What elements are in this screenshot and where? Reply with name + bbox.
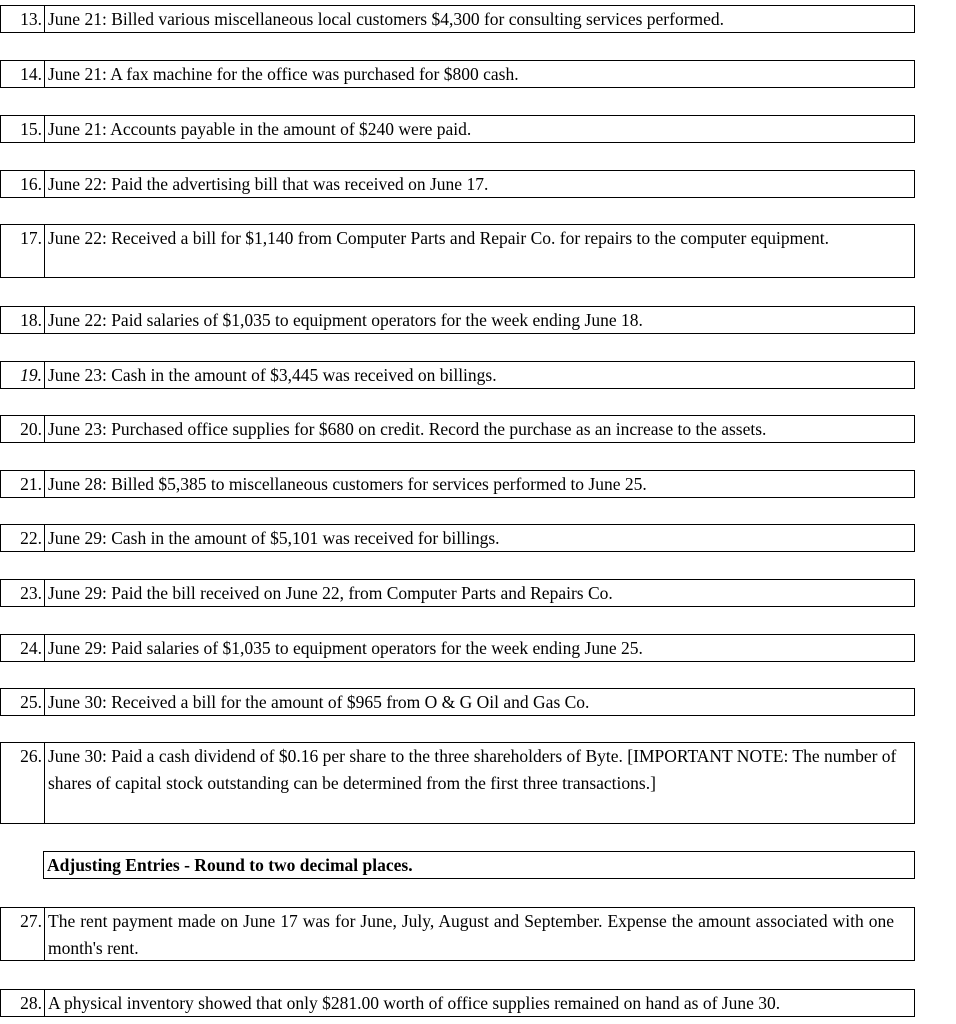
row-number: 24. — [20, 638, 42, 658]
adjusting-row-28 — [0, 989, 915, 1017]
row-number: 13. — [20, 9, 42, 29]
adjusting-row-27 — [0, 907, 915, 961]
transaction-row-25 — [0, 688, 915, 716]
transaction-row-13 — [0, 5, 915, 33]
row-text: June 28: Billed $5,385 to miscellaneous customers for services performed to June 25. — [44, 471, 914, 497]
transaction-row-14 — [0, 60, 915, 88]
row-number: 17. — [20, 228, 42, 248]
transaction-row-17 — [0, 224, 915, 278]
transaction-row-16 — [0, 170, 915, 198]
row-text: June 22: Received a bill for $1,140 from Computer Parts and Repair Co. for repairs to the computer equipment. — [44, 225, 914, 277]
row-number: 16. — [20, 174, 42, 194]
transaction-row-19 — [0, 361, 915, 389]
transaction-row-24 — [0, 634, 915, 662]
row-number: 27. — [20, 911, 42, 931]
row-number: 15. — [20, 119, 42, 139]
row-text: June 23: Cash in the amount of $3,445 was received on billings. — [44, 362, 914, 388]
row-text: June 22: Paid salaries of $1,035 to equipment operators for the week ending June 18. — [44, 307, 914, 333]
row-text: June 21: Accounts payable in the amount of $240 were paid. — [44, 116, 914, 142]
transaction-row-26 — [0, 742, 915, 824]
adjusting-entries-heading: Adjusting Entries - Round to two decimal places. — [43, 851, 915, 879]
row-text: June 23: Purchased office supplies for $680 on credit. Record the purchase as an increase to the assets. — [44, 416, 914, 442]
row-number: 20. — [20, 419, 42, 439]
row-number: 22. — [20, 528, 42, 548]
row-text: June 29: Cash in the amount of $5,101 was received for billings. — [44, 525, 914, 551]
transaction-row-15 — [0, 115, 915, 143]
transaction-row-22 — [0, 524, 915, 552]
row-number: 23. — [20, 583, 42, 603]
row-text: June 30: Paid a cash dividend of $0.16 per share to the three shareholders of Byte. [IMPORTANT NOTE: The number of shares of capital stock outstanding can be determined from the first three transactions.] — [44, 743, 914, 823]
row-text: June 21: Billed various miscellaneous local customers $4,300 for consulting services performed. — [44, 6, 914, 32]
row-text: June 29: Paid the bill received on June 22, from Computer Parts and Repairs Co. — [44, 580, 914, 606]
transaction-row-23 — [0, 579, 915, 607]
row-text: June 22: Paid the advertising bill that was received on June 17. — [44, 171, 914, 197]
row-number: 18. — [20, 310, 42, 330]
row-text: June 30: Received a bill for the amount of $965 from O & G Oil and Gas Co. — [44, 689, 914, 715]
row-number: 26. — [20, 746, 42, 766]
row-number: 28. — [20, 993, 42, 1013]
transaction-row-21 — [0, 470, 915, 498]
transaction-row-20 — [0, 415, 915, 443]
row-number: 19. — [20, 365, 42, 385]
adjusting-entries-header-row — [0, 851, 915, 879]
row-text: June 21: A fax machine for the office was purchased for $800 cash. — [44, 61, 914, 87]
row-number: 14. — [20, 64, 42, 84]
row-text: The rent payment made on June 17 was for June, July, August and September. Expense the amount associated with one month's rent. — [44, 908, 914, 960]
transaction-row-18 — [0, 306, 915, 334]
row-number: 25. — [20, 692, 42, 712]
row-number: 21. — [20, 474, 42, 494]
row-text: June 29: Paid salaries of $1,035 to equipment operators for the week ending June 25. — [44, 635, 914, 661]
row-text: A physical inventory showed that only $281.00 worth of office supplies remained on hand as of June 30. — [44, 990, 914, 1016]
